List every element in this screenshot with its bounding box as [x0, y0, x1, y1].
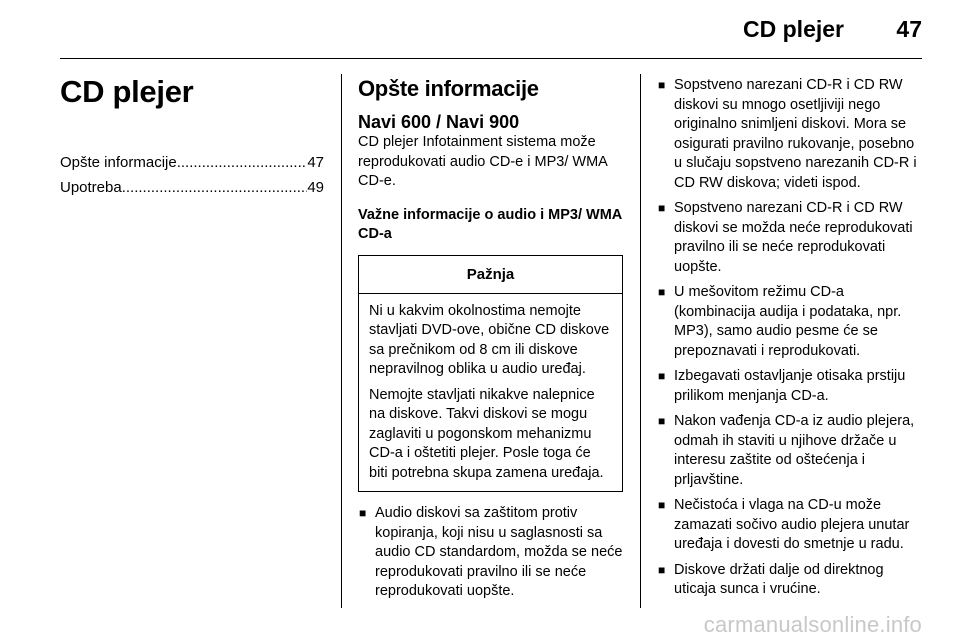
toc-entry-page: 47 [307, 154, 324, 171]
caution-body [359, 294, 622, 492]
list-item-text: Nakon vađenja CD-a iz audio plejera, odmah ih staviti u njihove držače u interesu zaštite od oštećenja i prljavštine. [674, 413, 915, 488]
page-header [60, 0, 922, 59]
list-item-text: Diskove držati dalje od direktnog uticaja sunca i vrućine. [674, 561, 884, 597]
list-item [358, 504, 623, 602]
square-bullet-icon: ■ [658, 369, 666, 383]
toc-entry[interactable] [60, 175, 324, 200]
list-item [657, 199, 923, 277]
square-bullet-icon: ■ [359, 506, 367, 520]
column-3 [657, 62, 923, 606]
caution-title: Pažnja [359, 256, 622, 294]
caution-box [358, 255, 623, 493]
intro-paragraph: CD plejer Infotainment sistema može reprodukovati audio CD-e i MP3/ WMA CD-e. [358, 134, 608, 189]
list-item-text: Sopstveno narezani CD-R i CD RW diskovi su mnogo osetljiviji nego originalno snimljeni diskovi. Mora se osigurati pravilno rukovanje, posebno u slučaju sopstveno narezanih CD-R i CD RW diskova; videti ispod. [674, 77, 917, 191]
list-item [657, 412, 923, 490]
list-item-text: Audio diskovi sa zaštitom protiv kopiranja, koji nisu u saglasnosti sa audio CD standardom, možda se neće reprodukovati pravilno ili se neće reprodukovati uopšte. [375, 505, 623, 599]
list-item [657, 283, 923, 361]
toc-entry-page: 49 [307, 179, 324, 196]
list-item [657, 367, 923, 406]
column-2 [358, 62, 623, 608]
important-heading: Važne informacije o audio i MP3/ WMA CD-a [358, 206, 622, 242]
square-bullet-icon: ■ [658, 498, 666, 512]
list-item [657, 561, 923, 600]
bullet-list [657, 76, 923, 600]
toc-leader-dots [122, 175, 308, 200]
table-of-contents [60, 150, 324, 200]
list-item-text: U mešovitom režimu CD-a (kombinacija audija i podataka, npr. MP3), samo audio pesme će se prepoznavati i reprodukovati. [674, 284, 902, 359]
watermark: carmanualsonline.info [703, 612, 922, 637]
toc-entry[interactable] [60, 150, 324, 175]
caution-paragraph: Ni u kakvim okolnostima nemojte stavljati DVD-ove, obične CD diskove sa prečnikom od 8 cm ili diskove nepravilnog oblika u audio uređaj. [369, 302, 610, 377]
square-bullet-icon: ■ [658, 201, 666, 215]
header-title: CD plejer [743, 16, 844, 42]
square-bullet-icon: ■ [658, 562, 666, 577]
column-divider-2 [640, 74, 641, 608]
toc-entry-label: Upotreba [60, 179, 122, 196]
section-title: Opšte informacije [358, 76, 539, 101]
toc-entry-label: Opšte informacije [60, 154, 177, 171]
column-1 [60, 62, 324, 200]
page-number: 47 [896, 16, 922, 42]
list-item-text: Nečistoća i vlaga na CD-u može zamazati sočivo audio plejera unutar uređaja i dovesti do smetnje u radu. [674, 497, 910, 552]
list-item [657, 496, 923, 555]
square-bullet-icon: ■ [658, 414, 666, 428]
square-bullet-icon: ■ [658, 78, 666, 92]
toc-leader-dots [177, 150, 308, 175]
bullet-list [358, 504, 623, 602]
chapter-title: CD plejer [60, 74, 194, 109]
caution-paragraph: Nemojte stavljati nikakve nalepnice na diskove. Takvi diskovi se mogu zaglaviti u pogonskom mehanizmu CD-a i oštetiti plejer. Posle toga će biti potrebna skupa zamena uređaja. [369, 386, 604, 481]
subsection-title: Navi 600 / Navi 900 [358, 112, 520, 132]
column-divider-1 [341, 74, 342, 608]
square-bullet-icon: ■ [658, 285, 666, 299]
list-item [657, 76, 923, 193]
list-item-text: Izbegavati ostavljanje otisaka prstiju prilikom menjanja CD-a. [674, 368, 906, 404]
list-item-text: Sopstveno narezani CD-R i CD RW diskovi se možda neće reprodukovati pravilno ili se neće reprodukovati uopšte. [674, 200, 913, 275]
